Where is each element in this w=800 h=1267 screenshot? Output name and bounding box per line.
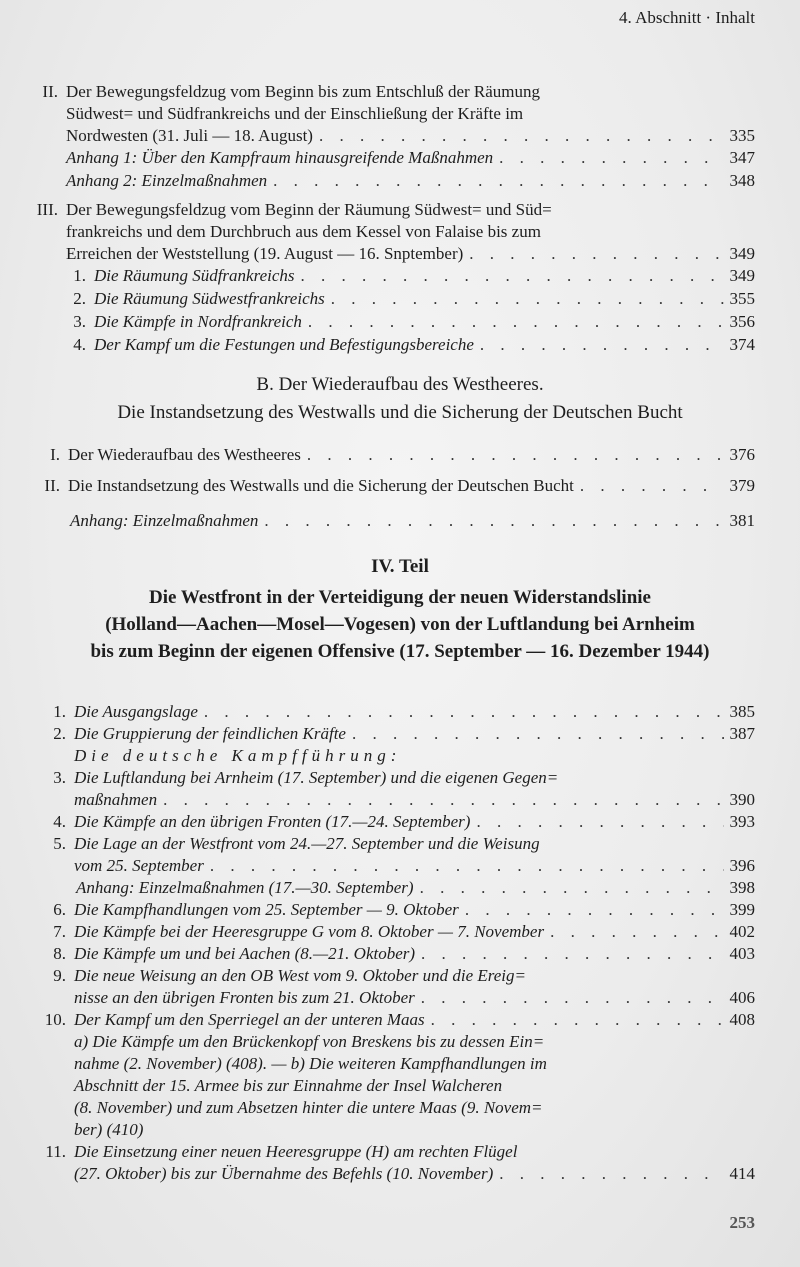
page-number: 253 [729, 1213, 755, 1232]
toc-entry-line [70, 511, 755, 530]
entry-number: 3. [73, 312, 86, 331]
toc-entry-line [73, 266, 755, 285]
entry-title: Die Ausgangslage [74, 702, 198, 721]
entry-title: Der Bewegungsfeldzug vom Beginn bis zum Entschluß der Räumung [66, 82, 541, 101]
entry-title: Die Räumung Südwestfrankreichs [94, 289, 325, 308]
entry-number: I. [50, 445, 60, 464]
page-reference: 390 [729, 790, 755, 809]
entry-title: Nordwesten (31. Juli — 18. August) [66, 126, 313, 145]
page-reference: 349 [729, 244, 755, 263]
page-reference: 403 [729, 944, 755, 963]
dot-leader [499, 148, 723, 167]
entry-number: 7. [53, 922, 66, 941]
entry-title: Die Gruppierung der feindlichen Kräfte [74, 724, 346, 743]
page-reference: 414 [729, 1164, 755, 1183]
dot-leader [421, 944, 723, 963]
entry-number: 4. [53, 812, 66, 831]
page-reference: 355 [729, 289, 755, 308]
toc-entry-line [74, 790, 755, 809]
page-reference: 348 [729, 171, 755, 190]
toc-entry-line [45, 1142, 518, 1161]
entry-title: Die Einsetzung einer neuen Heeresgruppe (H) am rechten Flügel [74, 1142, 518, 1161]
toc-entry-line [66, 222, 541, 241]
entry-title: a) Die Kämpfe um den Brückenkopf von Breskens bis zu dessen Ein= [74, 1032, 545, 1051]
toc-entry-line [66, 171, 755, 190]
entry-title: Die Räumung Südfrankreichs [94, 266, 295, 285]
toc-entry-line [74, 1032, 544, 1051]
entry-number: 11. [45, 1142, 66, 1161]
toc-entry-line [53, 724, 755, 743]
entry-title: Erreichen der Weststellung (19. August — 16. Snptember) [66, 244, 464, 263]
page-reference: 356 [729, 312, 755, 331]
toc-entry-line [53, 768, 559, 787]
page-reference: 374 [729, 335, 755, 354]
toc-entry-line [42, 82, 541, 101]
dot-leader [273, 171, 723, 190]
toc-entry-line [74, 1054, 547, 1073]
dot-leader [431, 1010, 724, 1029]
toc-entry-line [53, 922, 755, 941]
toc-entry-line [44, 1010, 755, 1029]
toc-entry-line [74, 1076, 502, 1095]
teil4-label: IV. Teil [371, 556, 429, 577]
toc-entry-line [73, 312, 755, 331]
entry-number: 8. [53, 944, 66, 963]
dot-leader [499, 1164, 723, 1183]
page-reference: 349 [729, 266, 755, 285]
entry-title: Die Kämpfe um und bei Aachen (8.—21. Oktober) [74, 944, 416, 963]
entry-title: Südwest= und Südfrankreichs und der Einschließung der Kräfte im [66, 104, 524, 123]
running-header: 4. Abschnitt · Inhalt [619, 8, 755, 27]
entry-title: Die Instandsetzung des Westwalls und die Sicherung der Deutschen Bucht [68, 476, 574, 495]
entry-title: Die Kämpfe bei der Heeresgruppe G vom 8. Oktober — 7. November [74, 922, 545, 941]
entry-title: (8. November) und zum Absetzen hinter die untere Maas (9. Novem= [74, 1098, 543, 1117]
part-b-title: B. Der Wiederaufbau des Westheeres. [256, 374, 544, 395]
dot-leader [319, 126, 724, 145]
dot-leader [307, 445, 724, 464]
toc-entry-line [53, 834, 540, 853]
dot-leader [421, 988, 724, 1007]
page-reference: 381 [729, 511, 755, 530]
dot-leader [465, 900, 724, 919]
entry-title: Der Kampf um die Festungen und Befestigungsbereiche [94, 335, 474, 354]
toc-entry-line [66, 104, 523, 123]
entry-title: Der Wiederaufbau des Westheeres [68, 445, 301, 464]
toc-entry-line [50, 445, 755, 464]
entry-title: (27. Oktober) bis zur Übernahme des Befehls (10. November) [74, 1164, 494, 1183]
entry-number: 10. [44, 1010, 66, 1029]
toc-entry-line [74, 1098, 543, 1117]
toc-entry-line [44, 476, 755, 495]
toc-entry-line [74, 746, 401, 765]
toc-entry-line [53, 900, 755, 919]
entry-title: Anhang: Einzelmaßnahmen [70, 511, 259, 530]
toc-entry-line [73, 335, 755, 354]
dot-leader [420, 878, 724, 897]
dot-leader [580, 476, 724, 495]
entry-title: frankreichs und dem Durchbruch aus dem Kessel von Falaise bis zum [66, 222, 541, 241]
entry-title: Der Bewegungsfeldzug vom Beginn der Räumung Südwest= und Süd= [66, 200, 552, 219]
toc-entry-line [76, 878, 755, 897]
entry-title: Anhang 2: Einzelmaßnahmen [66, 171, 268, 190]
toc-entry-line [73, 289, 755, 308]
entry-title: nahme (2. November) (408). — b) Die weiteren Kampfhandlungen im [74, 1054, 547, 1073]
toc-entry-line [74, 856, 755, 875]
page-reference: 335 [729, 126, 755, 145]
dot-leader [476, 812, 723, 831]
page-reference: 408 [729, 1010, 755, 1029]
entry-title: Die Kämpfe an den übrigen Fronten (17.—24. September) [74, 812, 471, 831]
entry-number: III. [36, 200, 58, 219]
toc-entry-line [53, 966, 526, 985]
page-reference: 399 [729, 900, 755, 919]
entry-number: 5. [53, 834, 66, 853]
entry-title: Die Luftlandung bei Arnheim (17. September) und die eigenen Gegen= [74, 768, 559, 787]
entry-title: Die Kämpfe in Nordfrankreich [94, 312, 302, 331]
teil4-title-line: bis zum Beginn der eigenen Offensive (17. September — 16. Dezember 1944) [90, 641, 710, 662]
entry-title: nisse an den übrigen Fronten bis zum 21. Oktober [74, 988, 415, 1007]
entry-number: 4. [73, 335, 86, 354]
entry-title: ber) (410) [74, 1120, 144, 1139]
page-reference: 398 [729, 878, 755, 897]
entry-number: 1. [73, 266, 86, 285]
toc-entry-line [66, 126, 755, 145]
entry-title: Anhang 1: Über den Kampfraum hinausgreifende Maßnahmen [66, 148, 494, 167]
entry-title: Abschnitt der 15. Armee bis zur Einnahme der Insel Walcheren [74, 1076, 503, 1095]
entry-number: 3. [53, 768, 66, 787]
page-reference: 385 [729, 702, 755, 721]
part-b-subtitle: Die Instandsetzung des Westwalls und die Sicherung der Deutschen Bucht [117, 402, 683, 423]
dot-leader [352, 724, 724, 743]
entry-title: Die neue Weisung an den OB West vom 9. Oktober und die Ereig= [74, 966, 526, 985]
toc-entry-line [53, 812, 755, 831]
dot-leader [204, 702, 724, 721]
entry-number: 6. [53, 900, 66, 919]
dot-leader [163, 790, 723, 809]
page-reference: 376 [729, 445, 755, 464]
page-reference: 393 [729, 812, 755, 831]
teil4-title-line: Die Westfront in der Verteidigung der neuen Widerstandslinie [149, 587, 651, 608]
page-reference: 402 [729, 922, 755, 941]
entry-number: II. [42, 82, 58, 101]
entry-title: Anhang: Einzelmaßnahmen (17.—30. September) [76, 878, 414, 897]
dot-leader [550, 922, 723, 941]
teil4-title-line: (Holland—Aachen—Mosel—Vogesen) von der Luftlandung bei Arnheim [105, 614, 695, 635]
entry-number: 2. [73, 289, 86, 308]
toc-entry-line [36, 200, 552, 219]
entry-title: Die deutsche Kampfführung: [74, 746, 402, 765]
entry-title: vom 25. September [74, 856, 204, 875]
page-reference: 396 [729, 856, 755, 875]
entry-number: 2. [53, 724, 66, 743]
page-reference: 379 [729, 476, 755, 495]
page-reference: 387 [729, 724, 755, 743]
entry-number: II. [44, 476, 60, 495]
page-reference: 406 [729, 988, 755, 1007]
dot-leader [469, 244, 723, 263]
entry-title: maßnahmen [74, 790, 158, 809]
dot-leader [301, 266, 724, 285]
toc-entry-line [74, 1120, 143, 1139]
entry-title: Der Kampf um den Sperriegel an der unteren Maas [74, 1010, 425, 1029]
entry-title: Die Lage an der Westfront vom 24.—27. September und die Weisung [74, 834, 540, 853]
toc-entry-line [74, 1164, 755, 1183]
toc-entry-line [66, 244, 755, 263]
toc-entry-line [53, 702, 755, 721]
dot-leader [264, 511, 723, 530]
entry-number: 9. [53, 966, 66, 985]
dot-leader [210, 856, 724, 875]
entry-title: Die Kampfhandlungen vom 25. September — 9. Oktober [74, 900, 459, 919]
dot-leader [308, 312, 724, 331]
toc-entry-line [53, 944, 755, 963]
dot-leader [331, 289, 724, 308]
dot-leader [480, 335, 724, 354]
entry-number: 1. [53, 702, 66, 721]
page-reference: 347 [729, 148, 755, 167]
toc-entry-line [74, 988, 755, 1007]
toc-entry-line [66, 148, 755, 167]
